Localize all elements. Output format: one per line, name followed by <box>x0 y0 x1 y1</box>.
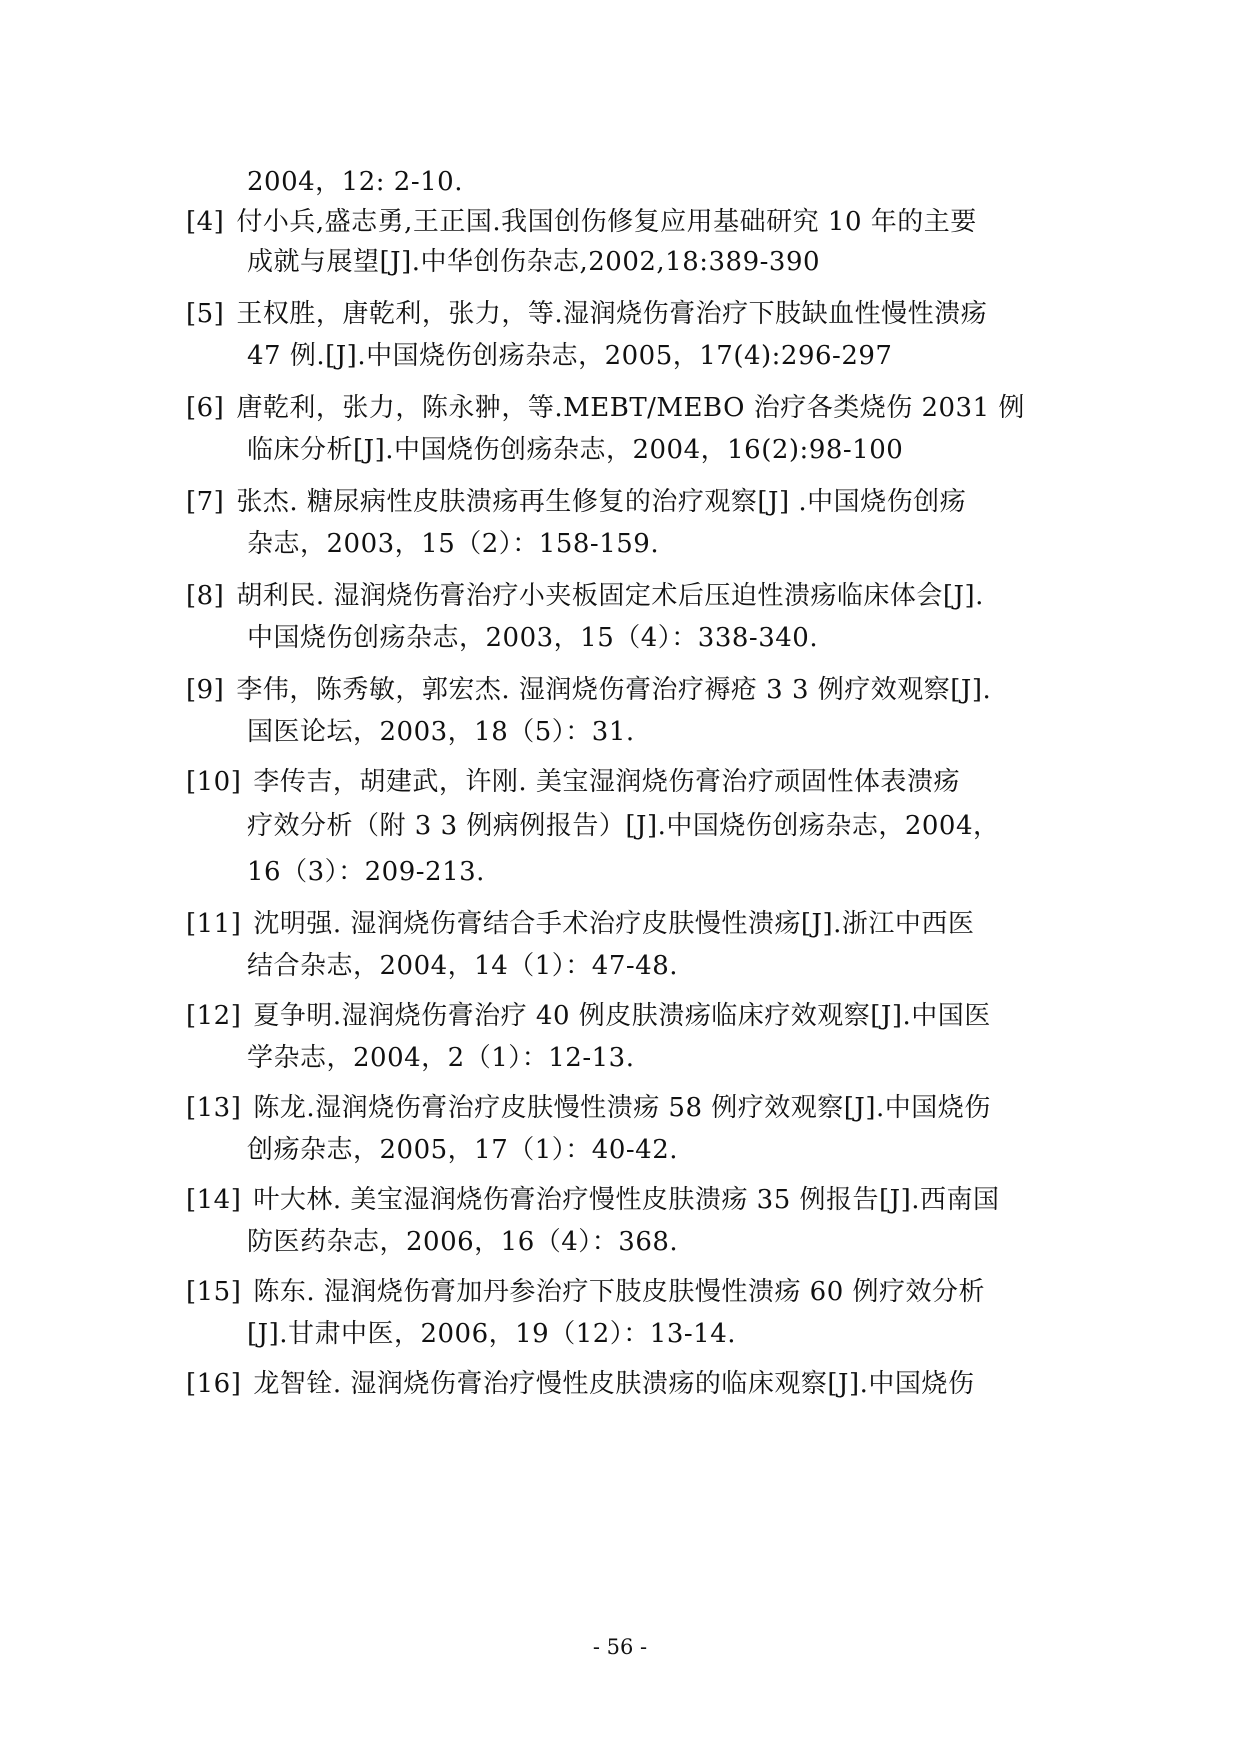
reference-text-continuation: 国医论坛，2003，18（5）：31. <box>247 717 635 747</box>
reference-number: [14] <box>186 1185 242 1215</box>
reference-text: 叶大林. 美宝湿润烧伤膏治疗慢性皮肤溃疡 35 例报告[J].西南国 <box>253 1185 1000 1215</box>
reference-number: [15] <box>186 1277 242 1307</box>
reference-text: 陈龙.湿润烧伤膏治疗皮肤慢性溃疡 58 例疗效观察[J].中国烧伤 <box>253 1093 991 1123</box>
reference-number: [11] <box>186 909 242 939</box>
reference-number: [12] <box>186 1001 242 1031</box>
reference-number: [16] <box>186 1369 242 1399</box>
reference-text-continuation: 47 例.[J].中国烧伤创疡杂志，2005，17(4):296-297 <box>247 341 893 371</box>
reference-text: 夏争明.湿润烧伤膏治疗 40 例皮肤溃疡临床疗效观察[J].中国医 <box>253 1001 991 1031</box>
reference-text-continuation: 杂志，2003，15（2）：158-159. <box>247 529 660 559</box>
reference-item-16 <box>186 1364 974 1404</box>
reference-number: [8] <box>186 581 225 611</box>
reference-text-continuation: [J].甘肃中医，2006，19（12）：13-14. <box>247 1319 737 1349</box>
reference-number: [6] <box>186 393 225 423</box>
reference-item-14 <box>186 1180 1000 1220</box>
reference-text-continuation: 学杂志，2004，2（1）：12-13. <box>247 1043 635 1073</box>
reference-item-15 <box>186 1272 985 1312</box>
reference-item-6 <box>186 388 1025 428</box>
reference-item-5 <box>186 294 987 334</box>
reference-text: 陈东. 湿润烧伤膏加丹参治疗下肢皮肤慢性溃疡 60 例疗效分析 <box>253 1277 986 1307</box>
reference-text-continuation: 中国烧伤创疡杂志，2003，15（4）：338-340. <box>247 623 819 653</box>
reference-text: 付小兵,盛志勇,王正国.我国创伤修复应用基础研究 10 年的主要 <box>236 207 977 237</box>
reference-number: [5] <box>186 299 225 329</box>
reference-text: 李伟，陈秀敏，郭宏杰. 湿润烧伤膏治疗褥疮 3 3 例疗效观察[J]. <box>236 675 992 705</box>
reference-text: 胡利民. 湿润烧伤膏治疗小夹板固定术后压迫性溃疡临床体会[J]. <box>236 581 984 611</box>
reference-item-13 <box>186 1088 991 1128</box>
reference-text: 张杰. 糖尿病性皮肤溃疡再生修复的治疗观察[J] .中国烧伤创疡 <box>236 487 967 517</box>
page-number: - 56 - <box>592 1635 648 1659</box>
reference-text: 沈明强. 湿润烧伤膏结合手术治疗皮肤慢性溃疡[J].浙江中西医 <box>253 909 975 939</box>
reference-text-continuation: 成就与展望[J].中华创伤杂志,2002,18:389-390 <box>247 247 821 277</box>
reference-number: [4] <box>186 207 225 237</box>
reference-text: 龙智铨. 湿润烧伤膏治疗慢性皮肤溃疡的临床观察[J].中国烧伤 <box>253 1369 975 1399</box>
reference-item-12 <box>186 996 991 1036</box>
reference-item-10 <box>186 762 960 802</box>
reference-item-4 <box>186 202 977 242</box>
reference-text: 唐乾利，张力，陈永翀，等.MEBT/MEBO 治疗各类烧伤 2031 例 <box>236 393 1025 423</box>
reference-text-continuation: 16（3）：209-213. <box>247 857 485 887</box>
reference-text: 李传吉，胡建武，许刚. 美宝湿润烧伤膏治疗顽固性体表溃疡 <box>253 767 960 797</box>
reference-text-continuation: 防医药杂志，2006，16（4）：368. <box>247 1227 679 1257</box>
reference-number: [7] <box>186 487 225 517</box>
reference-text-continuation: 结合杂志，2004，14（1）：47-48. <box>247 951 679 981</box>
reference-item-7 <box>186 482 966 522</box>
reference-number: [9] <box>186 675 225 705</box>
reference-continuation-line: 2004，12: 2-10. <box>247 167 463 197</box>
reference-text-continuation: 疗效分析（附 3 3 例病例报告）[J].中国烧伤创疡杂志，2004， <box>247 811 1000 841</box>
reference-text-continuation: 临床分析[J].中国烧伤创疡杂志，2004，16(2):98-100 <box>247 435 904 465</box>
reference-text-continuation: 创疡杂志，2005，17（1）：40-42. <box>247 1135 679 1165</box>
reference-item-9 <box>186 670 991 710</box>
reference-text: 王权胜，唐乾利，张力，等.湿润烧伤膏治疗下肢缺血性慢性溃疡 <box>236 299 988 329</box>
reference-item-8 <box>186 576 984 616</box>
reference-number: [13] <box>186 1093 242 1123</box>
reference-item-11 <box>186 904 974 944</box>
reference-number: [10] <box>186 767 242 797</box>
